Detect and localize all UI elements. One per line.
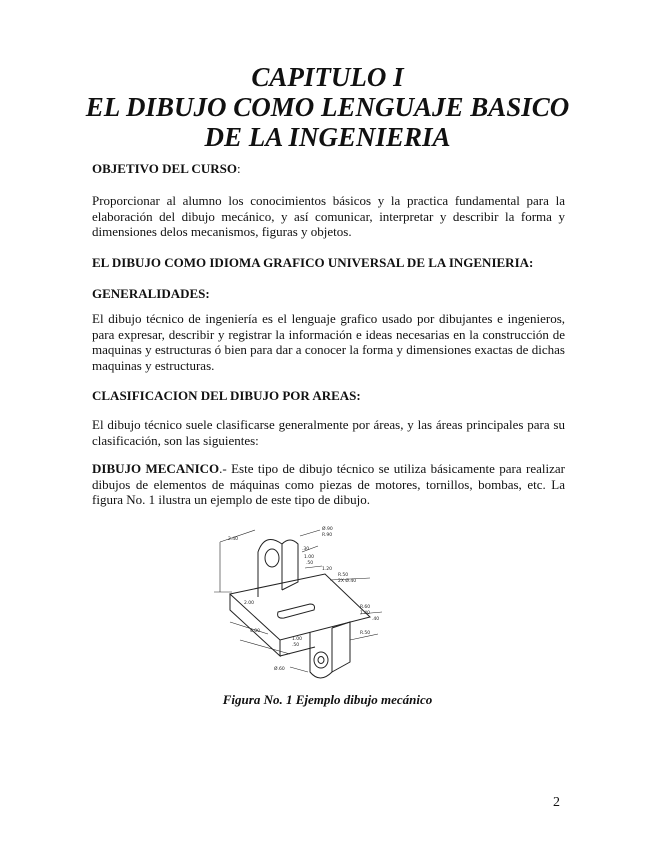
objetivo-heading: [92, 161, 565, 177]
dim-label-17: R.50: [360, 631, 371, 636]
boss-hole: [314, 652, 328, 668]
objetivo-paragraph: Proporcionar al alumno los conocimientos básicos y la practica fundamental para la elaboración del dibujo mecánico, y así comunicar, interpretar y describir la forma y dimensiones delos mecanismos, figuras y objetos.: [92, 193, 565, 239]
page-number: 2: [553, 795, 560, 810]
dimension-lines-right: [330, 578, 382, 640]
dim-label-13: 1.40: [360, 611, 371, 616]
dim-label-16: .50: [292, 643, 300, 648]
objetivo-heading-colon: :: [236, 161, 241, 176]
dim-label-5: 1.00: [304, 555, 315, 560]
objetivo-heading-text: OBJETIVO DEL CURSO: [92, 161, 237, 176]
mecanico-term: DIBUJO MECANICO: [92, 461, 220, 476]
dim-label-8: 2.00: [244, 601, 255, 606]
dim-label-1: 2.40: [228, 537, 239, 542]
dim-label-14: .40: [372, 617, 380, 622]
generalidades-heading: GENERALIDADES:: [92, 286, 210, 301]
generalidades-paragraph: El dibujo técnico de ingeniería es el lenguaje grafico usado por dibujantes e ingenieros, para expresar, describir y registrar la información e ideas necesarias en la construcción de maquinas y estructuras ó bien para dar a conocer la forma y dimensiones exactas de dichas maquinas y estructuras.: [92, 311, 565, 373]
dim-label-9: R.50: [338, 573, 349, 578]
clasificacion-heading: CLASIFICACION DEL DIBUJO POR AREAS:: [92, 388, 361, 403]
dim-label-15: 1.00: [292, 637, 303, 642]
chapter-title: CAPITULO I: [251, 62, 404, 92]
boss-front: [310, 628, 332, 678]
boss-hole-inner: [318, 657, 324, 664]
upright-front: [258, 540, 282, 598]
base-plate-front: [230, 594, 280, 656]
dim-label-4: .30: [302, 547, 310, 552]
dim-label-7: 1.20: [322, 567, 333, 572]
dim-label-2: Ø.90: [322, 527, 333, 532]
dim-label-6: .50: [306, 561, 314, 566]
dim-label-10: 4.00: [250, 629, 261, 634]
figure-caption: Figura No. 1 Ejemplo dibujo mecánico: [222, 692, 433, 707]
dim-label-12: R.60: [360, 605, 371, 610]
mecanico-paragraph: [92, 461, 565, 508]
clasificacion-paragraph: El dibujo técnico suele clasificarse generalmente por áreas, y las áreas principales para su clasificación, son las siguientes:: [92, 417, 565, 448]
mechanical-part-figure: [210, 522, 390, 687]
chapter-subtitle-line-1: EL DIBUJO COMO LENGUAJE BASICO: [85, 92, 570, 122]
slot: [278, 604, 315, 618]
dim-label-11: 2X Ø.40: [338, 579, 357, 584]
idioma-heading: EL DIBUJO COMO IDIOMA GRAFICO UNIVERSAL DE LA INGENIERIA:: [92, 255, 534, 270]
boss-side: [332, 622, 350, 672]
upright-hole: [265, 549, 279, 567]
dim-label-3: R.90: [322, 533, 333, 538]
mecanico-text: .- Este tipo de dibujo técnico se utiliza básicamente para realizar dibujos de elementos de máquinas como piezas de motores, tornillos, bombas, etc. La figura No. 1 ilustra un ejemplo de este tipo de dibujo.: [92, 461, 565, 507]
chapter-subtitle-line-2: DE LA INGENIERIA: [204, 122, 451, 152]
dim-label-18: Ø.60: [274, 667, 285, 672]
